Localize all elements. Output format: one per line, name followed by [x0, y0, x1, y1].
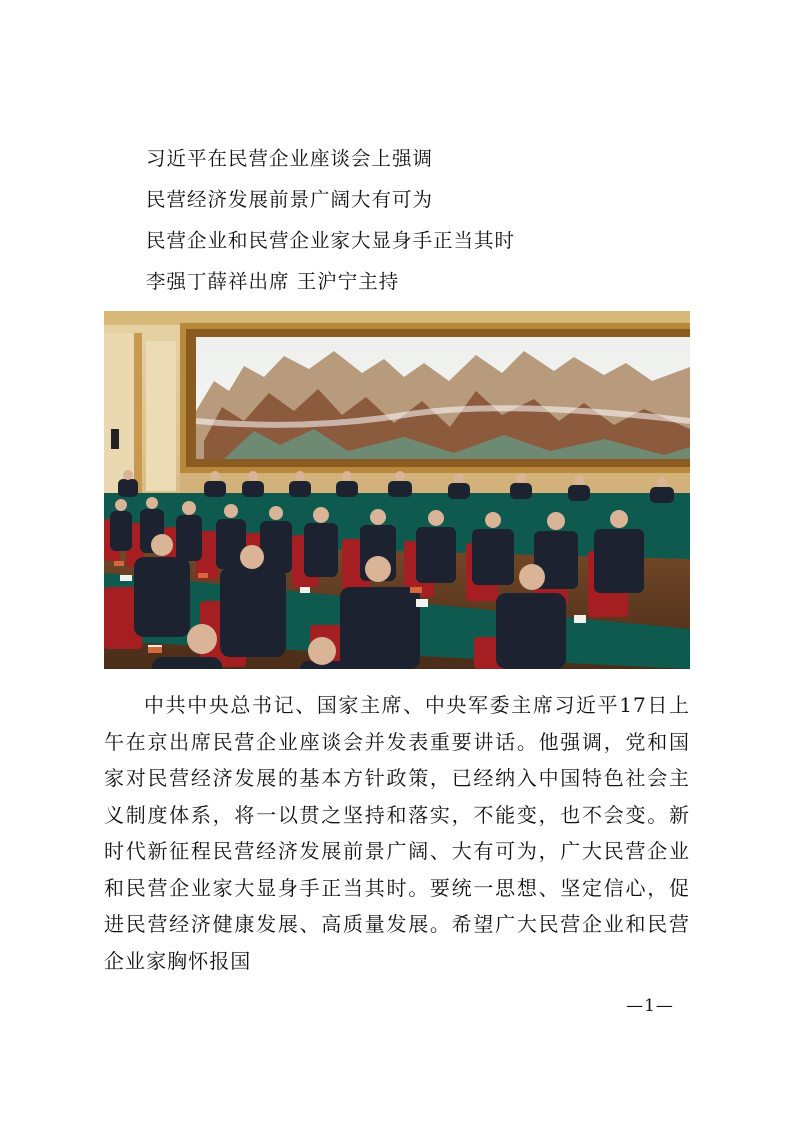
headline-line-4: 李强丁薛祥出席 王沪宁主持: [146, 270, 400, 293]
article-body: 中共中央总书记、国家主席、中央军委主席习近平17日上午在京出席民营企业座谈会并发表重要讲话。他强调，党和国家对民营经济发展的基本方针政策，已经纳入中国特色社会主义制度体系，将一以贯之坚持和落实，不能变，也不会变。新时代新征程民营经济发展前景广阔、大有可为，广大民营企业和民营企业家大显身手正当其时。要统一思想、坚定信心，促进民营经济健康发展、高质量发展。希望广大民营企业和民营企业家胸怀报国: [104, 693, 690, 973]
headline-line-1: 习近平在民营企业座谈会上强调: [146, 147, 434, 170]
headline-line-2: 民营经济发展前景广阔大有可为: [146, 188, 434, 211]
headline-line-3: 民营企业和民营企业家大显身手正当其时: [146, 229, 516, 252]
meeting-photo: [104, 311, 690, 669]
page-number: —1—: [626, 996, 674, 1016]
